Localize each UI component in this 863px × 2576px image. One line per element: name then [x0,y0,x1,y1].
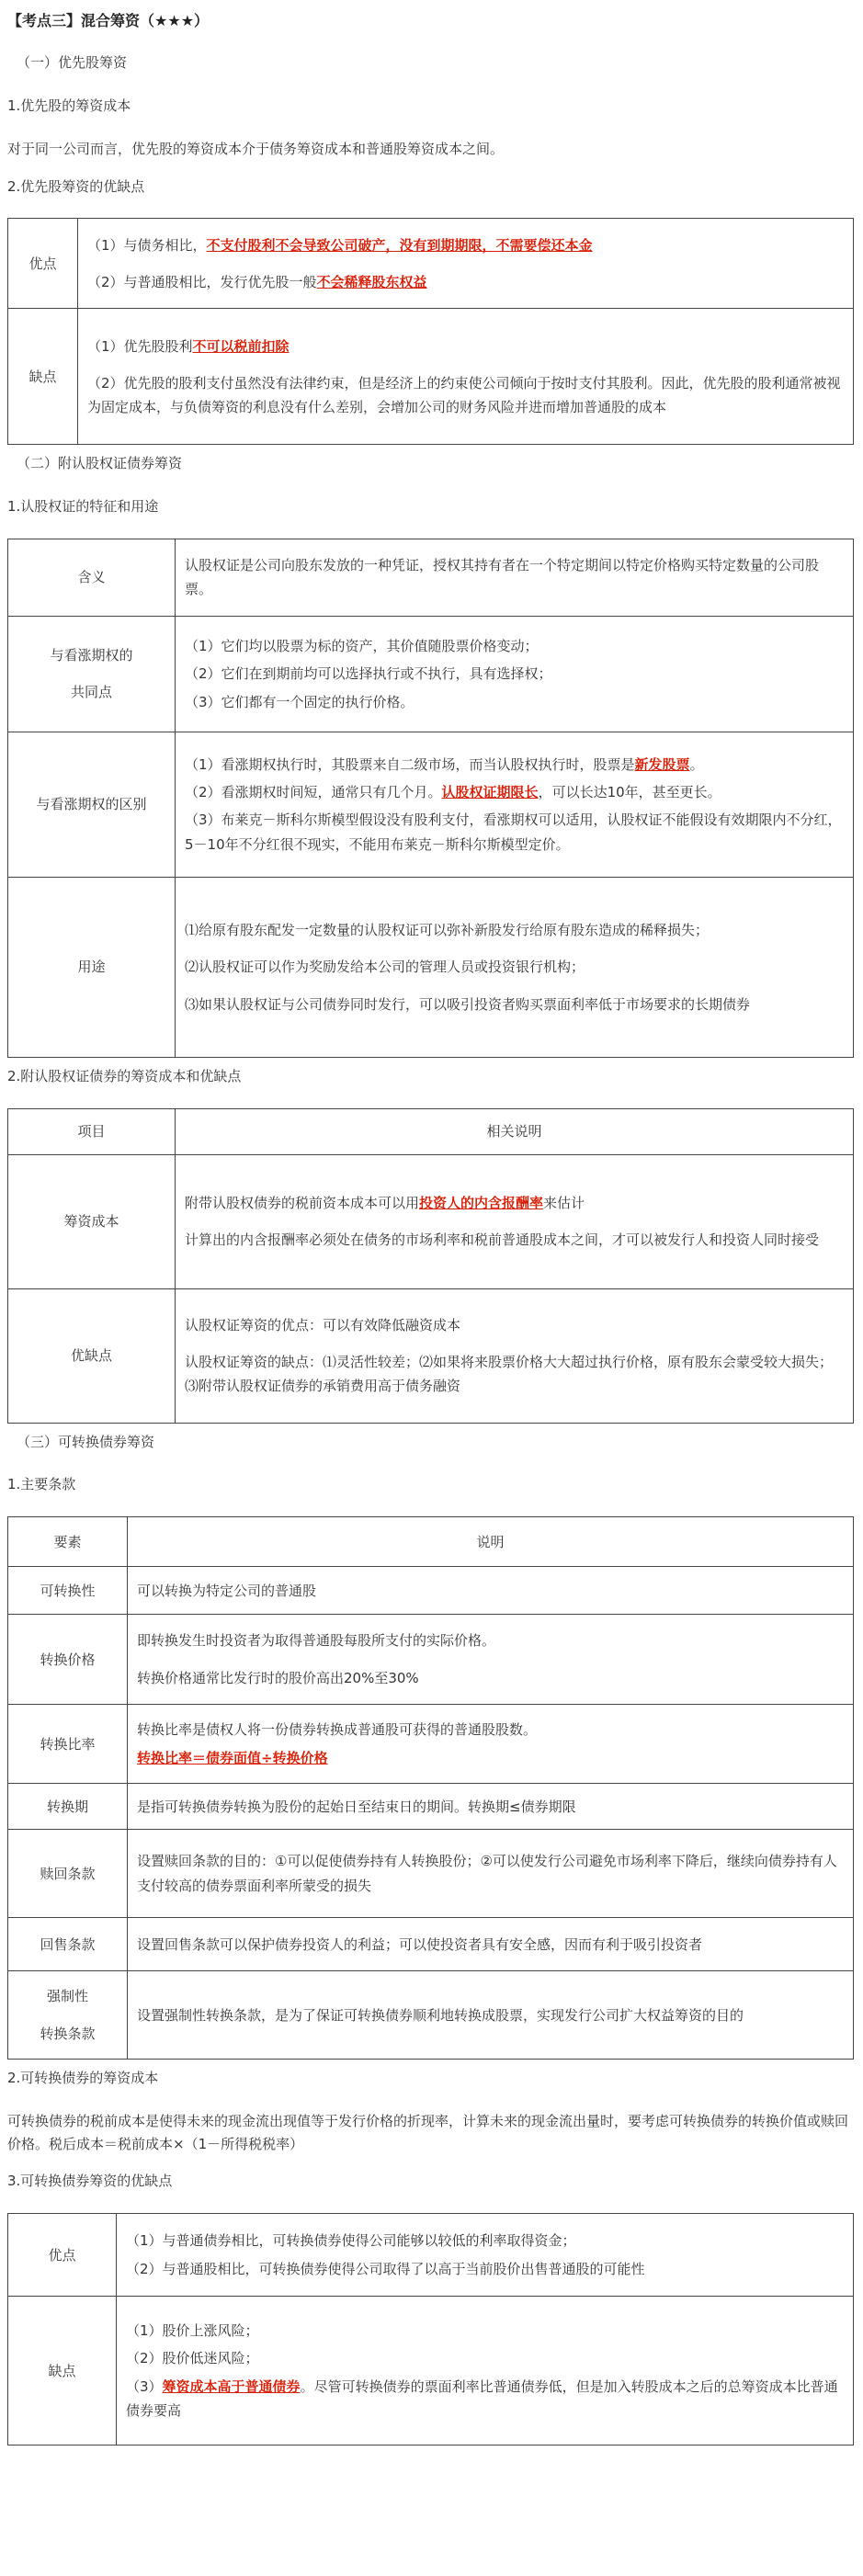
list-item: （3）布莱克－斯科尔斯模型假设没有股利支付，看涨期权可以适用，认股权证不能假设有效期限内不分红，5－10年不分红很不现实，不能用布莱克－斯科尔斯模型定价。 [185,811,842,853]
list-item: （1）与普通债券相比，可转换债券使得公司能够以较低的利率取得资金； [126,2232,576,2250]
row-content: 设置回售条款可以保护债券投资人的利益；可以使投资者具有安全感，因而有利于吸引投资者 [128,1918,854,1971]
warrant-features-heading: 1.认股权证的特征和用途 [7,498,159,516]
row-content [78,309,854,445]
column-header-elem: 要素 [8,1517,128,1567]
row-content [176,616,854,732]
table-row [8,1615,854,1705]
highlight: 不可以税前扣除 [192,337,290,355]
row-content: 认股权证是公司向股东发放的一种凭证，授权其持有者在一个特定期间以特定价格购买特定数量的公司股票。 [176,539,854,616]
row-label-diff: 与看涨期权的区别 [8,732,176,877]
row-content: 设置强制性转换条款，是为了保证可转换债券顺利地转换成股票，实现发行公司扩大权益筹资的目的 [128,1971,854,2060]
preferred-cost-heading: 1.优先股的筹资成本 [7,97,131,115]
row-label-cons: 缺点 [8,2297,117,2445]
row-content [176,732,854,877]
row-label-meaning: 含义 [8,539,176,616]
row-content [176,877,854,1057]
highlight: 认股权证期限长 [441,784,539,801]
column-header-item: 项目 [8,1108,176,1154]
table-row [8,616,854,732]
highlight: 不支付股利不会导致公司破产，没有到期期限，不需要偿还本金 [206,236,593,254]
list-item: （2）看涨期权时间短，通常只有几个月。认股权证期限长，可以长达10年，甚至更长。 [185,784,721,801]
list-item: （2）与普通股相比，可转换债券使得公司取得了以高于当前股价出售普通股的可能性 [126,2260,645,2277]
row-label-pros: 优点 [8,2214,117,2297]
list-item: （2）它们在到期前均可以选择执行或不执行，具有选择权； [185,665,552,683]
list-item: 转换价格通常比发行时的股价高出20%至30% [137,1669,419,1686]
table-row [8,732,854,877]
table-row [8,1154,854,1288]
row-content [78,219,854,309]
table-row [8,1784,854,1830]
row-content: 可以转换为特定公司的普通股 [128,1567,854,1615]
preferred-pros-cons-heading: 2.优先股筹资的优缺点 [7,177,145,195]
table-row [8,539,854,616]
row-label-common: 与看涨期权的 共同点 [8,616,176,732]
highlight: 投资人的内含报酬率 [419,1194,544,1211]
list-item: （3）它们都有一个固定的执行价格。 [185,693,414,710]
table-row [8,1971,854,2060]
table-row [8,1567,854,1615]
row-content [117,2214,854,2297]
row-content [128,1705,854,1784]
row-label-force: 强制性 转换条款 [8,1971,128,2060]
list-item: （1）股价上涨风险； [126,2322,259,2340]
convertible-terms-table [7,1516,854,2060]
highlight: 筹资成本高于普通债券 [162,2377,301,2395]
section-warrant-bond-heading: （二）附认股权证债券筹资 [17,455,183,472]
section-preferred-stock-heading: （一）优先股筹资 [17,54,128,72]
convertible-pros-cons-heading: 3.可转换债券筹资的优缺点 [7,2173,173,2190]
list-item: ⑴给原有股东配发一定数量的认股权证可以弥补新股发行给原有股东造成的稀释损失； [185,922,710,939]
row-label-period: 转换期 [8,1784,128,1830]
row-label-ratio: 转换比率 [8,1705,128,1784]
table-row [8,309,854,445]
table-row [8,1705,854,1784]
list-item: （1）看涨期权执行时，其股票来自二级市场，而当认股权执行时，股票是新发股票。 [185,755,704,773]
row-label-pros: 优点 [8,219,78,309]
list-item: （2）与普通股相比，发行优先股一般不会稀释股东权益 [87,273,427,290]
row-label-convertibility: 可转换性 [8,1567,128,1615]
row-content [176,1154,854,1288]
table-row [8,219,854,309]
row-label-use: 用途 [8,877,176,1057]
table-row [8,2214,854,2297]
list-item: （2）股价低迷风险； [126,2350,259,2367]
row-label-price: 转换价格 [8,1615,128,1705]
preferred-cost-text: 对于同一公司而言，优先股的筹资成本介于债务筹资成本和普通股筹资成本之间。 [7,140,505,157]
list-item: （2）优先股的股利支付虽然没有法律约束，但是经济上的约束使公司倾向于按时支付其股利。因此，优先股的股利通常被视为固定成本，与负债筹资的利息没有什么差别，会增加公司的财务风险并进而增加普通股的成本 [87,374,841,416]
preferred-pros-cons-table [7,218,854,445]
row-content: 设置赎回条款的目的：①可以促使债券持有人转换股份；②可以使发行公司避免市场利率下降后，继续向债券持有人支付较高的债券票面利率所蒙受的损失 [128,1830,854,1918]
list-item: 认股权证筹资的优点：可以有效降低融资成本 [185,1316,461,1333]
row-label-cost: 筹资成本 [8,1154,176,1288]
list-item: （1）它们均以股票为标的资产，其价值随股票价格变动； [185,638,539,655]
warrant-features-table [7,539,854,1058]
column-header-desc: 相关说明 [176,1108,854,1154]
table-row [8,2297,854,2445]
list-item: ⑶如果认股权证与公司债券同时发行，可以吸引投资者购买票面利率低于市场要求的长期债券 [185,995,751,1013]
section-convertible-heading: （三）可转换债券筹资 [17,1433,155,1450]
table-header-row [8,1108,854,1154]
row-content [117,2297,854,2445]
highlight: 不会稀释股东权益 [316,273,427,290]
list-item: 即转换发生时投资者为取得普通股每股所支付的实际价格。 [137,1632,496,1650]
convertible-cost-text: 可转换债券的税前成本是使得未来的现金流出现值等于发行价格的折现率，计算未来的现金流出量时，要考虑可转换债券的转换价值或赎回价格。税后成本＝税前成本×（1－所得税税率） [7,2112,849,2152]
row-content [128,1615,854,1705]
list-item: 计算出的内含报酬率必须处在债务的市场利率和税前普通股成本之间，才可以被发行人和投资人同时接受 [185,1231,820,1249]
list-item: 转换比率是债权人将一份债券转换成普通股可获得的普通股股数。 [137,1721,538,1739]
row-label-pros-cons: 优缺点 [8,1288,176,1423]
convertible-pros-cons-table [7,2213,854,2445]
highlight: 转换比率＝债券面值÷转换价格 [137,1749,328,1766]
table-header-row [8,1517,854,1567]
warrant-cost-table [7,1108,854,1424]
column-header-desc: 说明 [128,1517,854,1567]
list-item: 认股权证筹资的缺点：⑴灵活性较差；⑵如果将来股票价格大大超过执行价格，原有股东会蒙受较大损失；⑶附带认股权证债券的承销费用高于债务融资 [185,1354,834,1395]
row-content [176,1288,854,1423]
convertible-cost-heading: 2.可转换债券的筹资成本 [7,2070,159,2087]
table-row [8,1288,854,1423]
list-item: （1）优先股股利不可以税前扣除 [87,337,290,355]
row-label-cons: 缺点 [8,309,78,445]
table-row [8,877,854,1057]
row-label-put: 回售条款 [8,1918,128,1971]
convertible-terms-heading: 1.主要条款 [7,1476,76,1493]
table-row [8,1830,854,1918]
list-item: 附带认股权债券的税前资本成本可以用投资人的内含报酬率来估计 [185,1194,585,1211]
table-row [8,1918,854,1971]
highlight: 新发股票 [634,755,690,773]
row-label-call: 赎回条款 [8,1830,128,1918]
warrant-cost-heading: 2.附认股权证债券的筹资成本和优缺点 [7,1067,242,1084]
list-item: ⑵认股权证可以作为奖励发给本公司的管理人员或投资银行机构； [185,959,585,976]
page-title: 【考点三】混合筹资（★★★） [7,12,210,29]
row-content: 是指可转换债券转换为股份的起始日至结束日的期间。转换期≤债券期限 [128,1784,854,1830]
list-item: （3）筹资成本高于普通债券。尽管可转换债券的票面利率比普通债券低，但是加入转股成本之后的总筹资成本比普通债券要高 [126,2377,838,2419]
list-item: （1）与债务相比，不支付股利不会导致公司破产，没有到期期限，不需要偿还本金 [87,236,593,254]
